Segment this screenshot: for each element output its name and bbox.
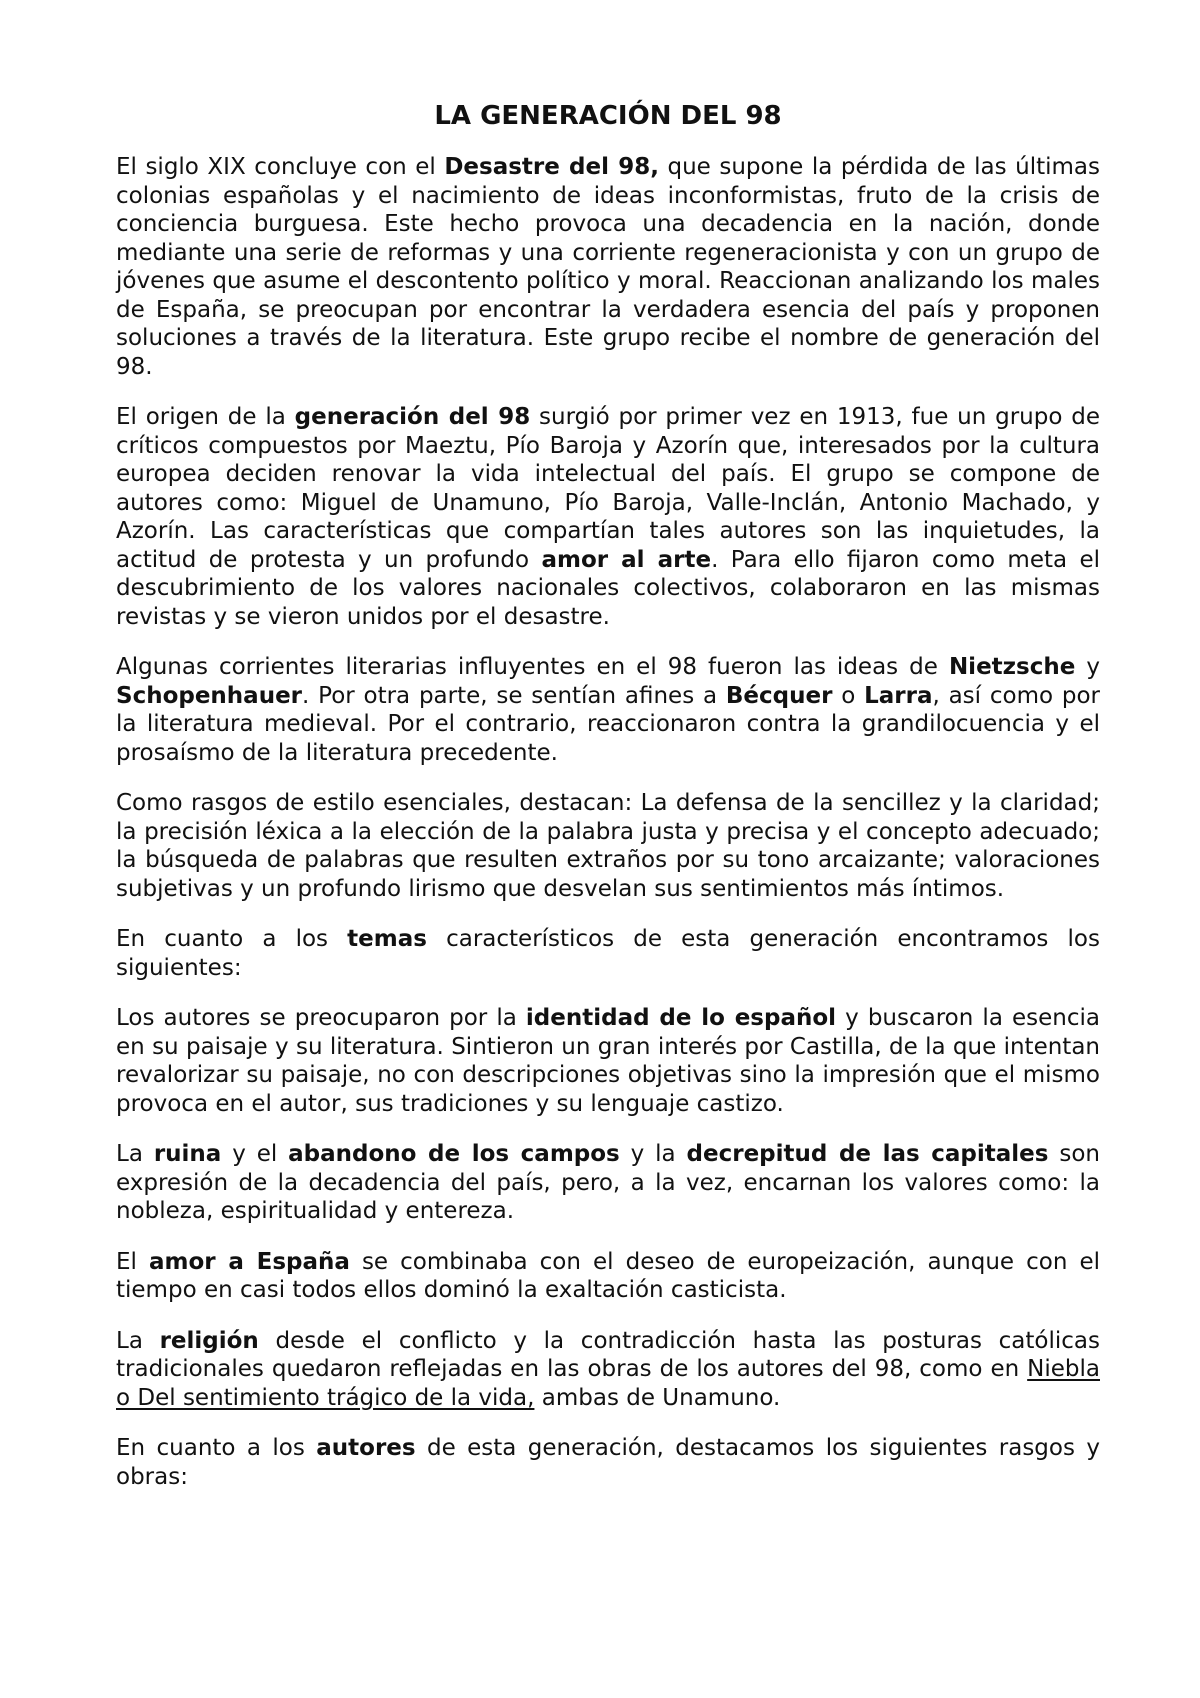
bold-text-run: Desastre del 98, [444,154,659,180]
text-run: El [116,1248,149,1275]
underlined-book-titles: Niebla o Del sentimiento trágico de la vida, [116,1356,1100,1411]
paragraph [116,789,1100,903]
text-run: El origen de la [116,404,295,430]
paragraph [116,403,1100,631]
text-run: y el [221,1141,289,1167]
text-run: de esta generación, destacamos los siguientes rasgos y obras: [116,1435,1100,1490]
bold-text-run: temas [347,926,427,952]
bold-text-run: identidad de lo español [525,1005,837,1031]
bold-text-run: Nietzsche [948,654,1076,680]
paragraph [116,1248,1100,1305]
paragraph [116,153,1100,381]
text-run: . Por otra parte, se sentían afines a [302,682,726,709]
text-run: En cuanto a los [116,926,348,952]
bold-text-run: Schopenhauer [116,682,303,709]
bold-text-run: religión [159,1327,259,1354]
text-run: En cuanto a los [116,1435,317,1461]
text-run: y la [619,1141,687,1167]
text-run: Algunas corrientes literarias influyentes en el 98 fueron las ideas de [116,654,949,680]
text-run: surgió por primer vez en 1913, fue un grupo de críticos compuestos por Maeztu, Pío Baroja y Azorín que, interesados por la cultura europea deciden renovar la vida intelectual del país. El grupo se compone de autores como: Miguel de Unamuno, Pío Baroja, Valle-Inclán, Antonio Machado, y Azorín. Las características que compartían tales autores son las inquietudes, la actitud de protesta y un profundo [116,404,1100,573]
text-run: Los autores se preocuparon por la [116,1005,526,1031]
text-run: ambas de Unamuno. [534,1384,781,1411]
text-run: característicos de esta generación encontramos los siguientes: [116,926,1100,981]
document-title: LA GENERACIÓN DEL 98 [434,101,782,131]
paragraph [116,1327,1100,1413]
text-run: son expresión de la decadencia del país, pero, a la vez, encarnan los valores como: la nobleza, espiritualidad y entereza. [116,1141,1100,1224]
bold-text-run: amor a España [148,1248,350,1275]
bold-text-run: generación del 98 [294,404,531,430]
text-run: Como rasgos de estilo esenciales, destacan: La defensa de la sencillez y la claridad; la precisión léxica a la elección de la palabra justa y precisa y el concepto adecuado; la búsqueda de palabras que resulten extraños por su tono arcaizante; valoraciones subjetivas y un profundo lirismo que desvelan sus sentimientos más íntimos. [116,790,1100,902]
bold-text-run: amor al arte [541,546,712,573]
bold-text-run: ruina [153,1141,222,1167]
paragraph [116,1434,1100,1491]
text-run: desde el conflicto y la contradicción hasta las posturas católicas tradicionales quedaron reflejadas en las obras de los autores del 98, como en [116,1327,1100,1382]
text-run: y buscaron la esencia en su paisaje y su literatura. Sintieron un gran interés por Castilla, de la que intentan revalorizar su paisaje, no con descripciones objetivas sino la impresión que el mismo provoca en el autor, sus tradiciones y su lenguaje castizo. [116,1005,1100,1117]
bold-text-run: Larra [864,682,933,709]
document-page [116,96,1100,1513]
text-run: se combinaba con el deseo de europeización, aunque con el tiempo en casi todos ellos dominó la exaltación casticista. [116,1248,1100,1303]
paragraph [116,925,1100,982]
text-run: , así como por la literatura medieval. Por el contrario, reaccionaron contra la grandilocuencia y el prosaísmo de la literatura precedente. [116,682,1100,766]
text-run: . Para ello fijaron como meta el descubrimiento de los valores nacionales colectivos, colaboraron en las mismas revistas y se vieron unidos por el desastre. [116,546,1100,630]
text-run: y [1075,654,1100,680]
text-run: que supone la pérdida de las últimas colonias españolas y el nacimiento de ideas inconformistas, fruto de la crisis de conciencia burguesa. Este hecho provoca una decadencia en la nación, donde mediante una serie de reformas y una corriente regeneracionista y con un grupo de jóvenes que asume el descontento político y moral. Reaccionan analizando los males de España, se preocupan por encontrar la verdadera esencia del país y proponen soluciones a través de la literatura. Este grupo recibe el nombre de generación del 98. [116,154,1100,380]
bold-text-run: decrepitud de las capitales [686,1141,1049,1167]
paragraph [116,653,1100,767]
text-run: El siglo XIX concluye con el [116,154,445,180]
text-run: La [116,1327,160,1354]
text-run: La [116,1141,154,1167]
paragraph [116,1140,1100,1226]
bold-text-run: abandono de los campos [288,1141,620,1167]
paragraph [116,1004,1100,1118]
text-run: o [832,682,865,709]
bold-text-run: Bécquer [725,682,833,709]
bold-text-run: autores [316,1435,416,1461]
